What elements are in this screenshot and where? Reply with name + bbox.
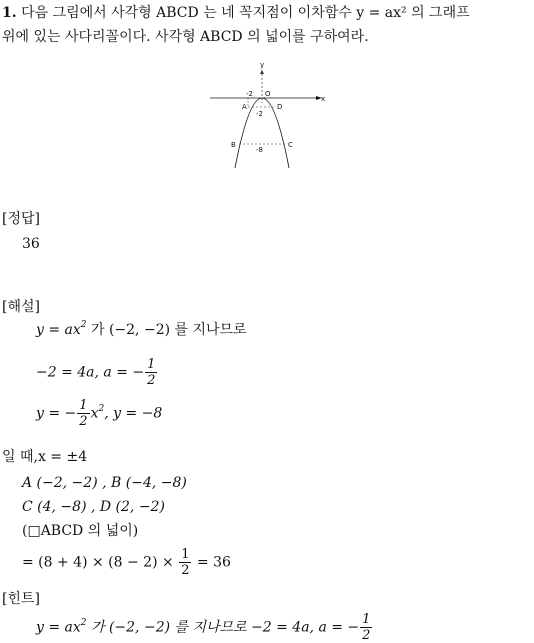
hint-line-1: $y = ax^2$ 가 (−2, −2) 를 지나므로 −2 = 4a, a = − $\frac{1}{2}$ bbox=[36, 612, 371, 643]
solution-line-3: y = − $\frac{1}{2}$ $x^2$, y = −8 bbox=[36, 398, 163, 429]
solution-line-1: $y = ax^2$ 가 (−2, −2) 를 지나므로 bbox=[36, 320, 247, 338]
solution-line-8: = (8 + 4) × (8 − 2) × $\frac{1}{2}$ = 36 bbox=[22, 547, 231, 578]
label-origin: O bbox=[265, 90, 271, 98]
solution-line-5: A (−2, −2) , B (−4, −8) bbox=[22, 475, 187, 491]
solution-line-4: 일 때,x = ±4 bbox=[2, 449, 88, 465]
label-y-neg2: -2 bbox=[256, 110, 263, 118]
label-point-c: C bbox=[288, 141, 293, 149]
question-number: 1. bbox=[2, 5, 17, 21]
question-text-1: 다음 그림에서 사각형 ABCD 는 네 꼭지점이 이차함수 y = ax² 의 그래프 bbox=[21, 5, 470, 21]
label-y-axis: y bbox=[260, 61, 265, 69]
answer-heading: [정답] bbox=[2, 211, 40, 227]
label-point-b: B bbox=[231, 141, 236, 149]
solution-line-6: C (4, −8) , D (2, −2) bbox=[22, 499, 165, 515]
y-axis-arrow bbox=[260, 70, 264, 74]
question-text-2: 위에 있는 사다리꼴이다. 사각형 ABCD 의 넓이를 구하여라. bbox=[2, 29, 369, 45]
fraction-one-half: $\frac{1}{2}$ bbox=[147, 357, 156, 388]
label-point-a: A bbox=[242, 103, 247, 111]
fraction-one-half: $\frac{1}{2}$ bbox=[362, 612, 371, 643]
label-y-neg8: -8 bbox=[256, 146, 263, 154]
label-x-neg2: -2 bbox=[246, 90, 253, 98]
question-line-1 bbox=[2, 4, 470, 22]
label-point-d: D bbox=[277, 103, 283, 111]
solution-heading: [해설] bbox=[2, 299, 40, 315]
fraction-one-half: $\frac{1}{2}$ bbox=[181, 547, 190, 578]
question-line-2 bbox=[2, 28, 369, 46]
label-x-axis: x bbox=[321, 95, 326, 103]
parabola-figure bbox=[205, 58, 335, 173]
solution-line-7: (□ABCD 의 넓이) bbox=[22, 523, 139, 539]
fraction-one-half: $\frac{1}{2}$ bbox=[79, 398, 88, 429]
solution-line-2: −2 = 4a, a = − $\frac{1}{2}$ bbox=[36, 357, 156, 388]
hint-heading: [힌트] bbox=[2, 591, 40, 607]
answer-value: 36 bbox=[22, 236, 40, 252]
